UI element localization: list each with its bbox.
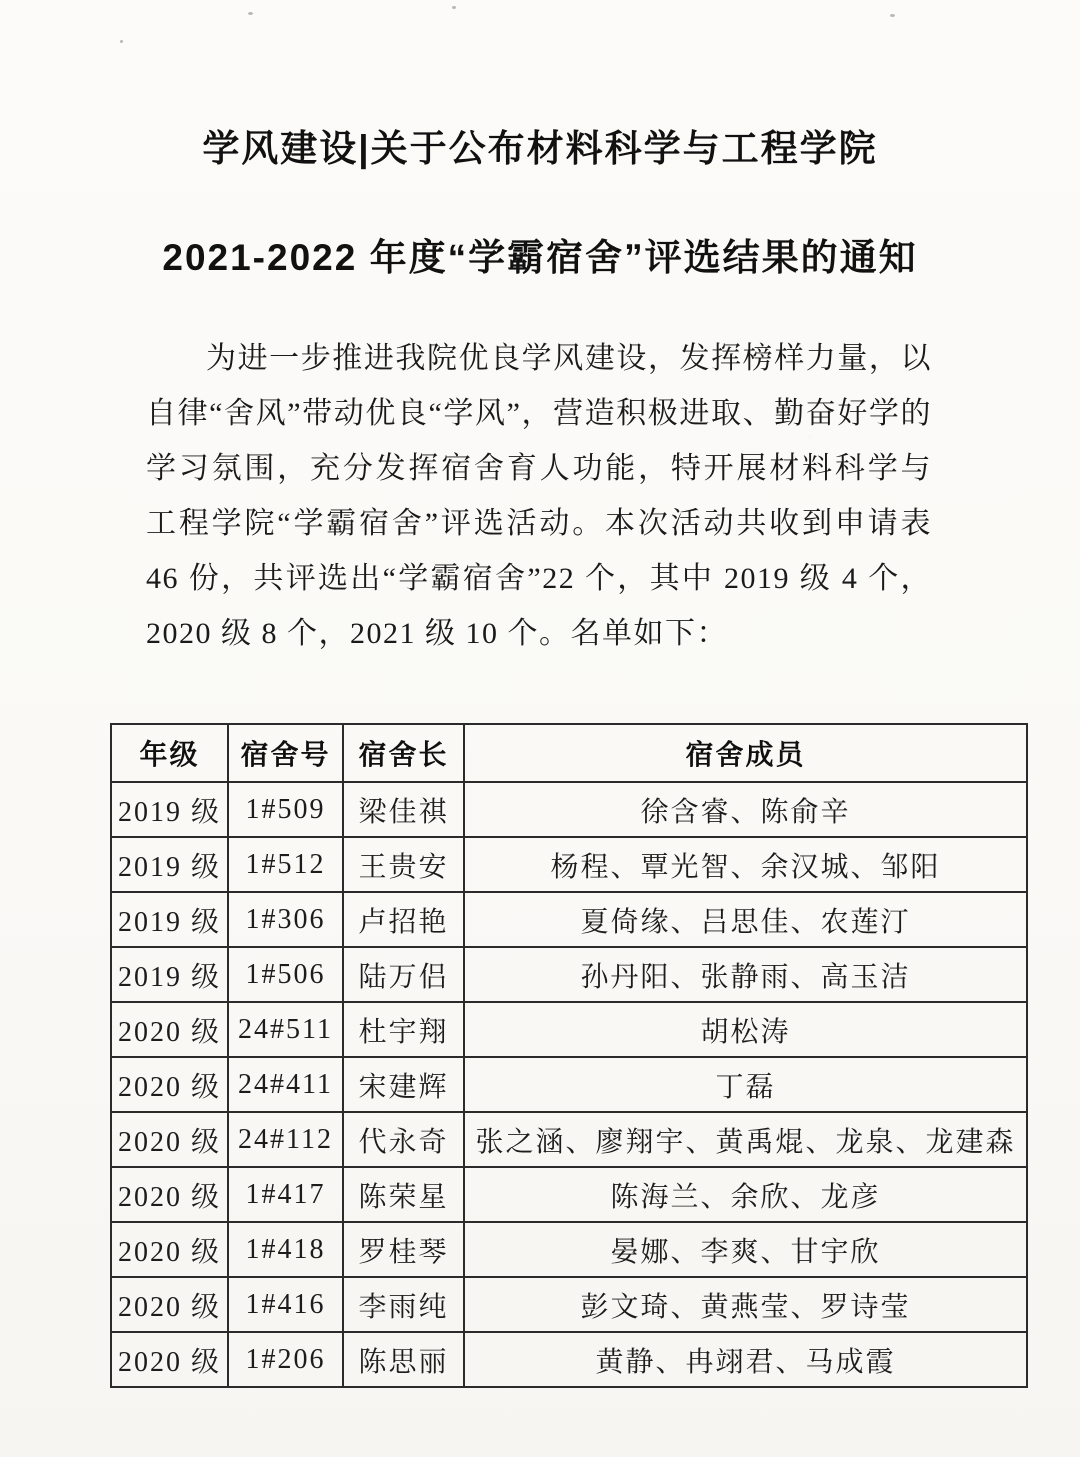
room-cell: 24#511 — [228, 1002, 343, 1057]
table-row — [111, 1167, 1027, 1222]
leader-cell: 陈荣星 — [343, 1167, 464, 1222]
grade-cell: 2020 级 — [111, 1222, 228, 1277]
leader-cell: 李雨纯 — [343, 1277, 464, 1332]
grade-cell: 2020 级 — [111, 1057, 228, 1112]
table-row — [111, 1222, 1027, 1277]
members-cell: 胡松涛 — [464, 1002, 1027, 1057]
scan-speck — [452, 6, 456, 9]
column-header-members: 宿舍成员 — [464, 724, 1027, 782]
grade-cell: 2020 级 — [111, 1002, 228, 1057]
members-cell: 孙丹阳、张静雨、高玉洁 — [464, 947, 1027, 1002]
table-row — [111, 1332, 1027, 1387]
table-row — [111, 1112, 1027, 1167]
members-cell: 黄静、冉翊君、马成霞 — [464, 1332, 1027, 1387]
document-title-line2: 2021-2022 年度“学霸宿舍”评选结果的通知 — [162, 237, 918, 278]
members-cell: 丁磊 — [464, 1057, 1027, 1112]
members-cell: 彭文琦、黄燕莹、罗诗莹 — [464, 1277, 1027, 1332]
room-cell: 24#411 — [228, 1057, 343, 1112]
members-cell: 徐含睿、陈俞辛 — [464, 782, 1027, 837]
members-cell: 张之涵、廖翔宇、黄禹焜、龙泉、龙建森 — [464, 1112, 1027, 1167]
grade-cell: 2020 级 — [111, 1167, 228, 1222]
room-cell: 1#416 — [228, 1277, 343, 1332]
room-cell: 1#512 — [228, 837, 343, 892]
room-cell: 24#112 — [228, 1112, 343, 1167]
grade-cell: 2019 级 — [111, 947, 228, 1002]
notice-body-paragraph: 为进一步推进我院优良学风建设，发挥榜样力量，以自律“舍风”带动优良“学风”，营造积极进取、勤奋好学的学习氛围，充分发挥宿舍育人功能，特开展材料科学与工程学院“学霸宿舍”评选活动。本次活动共收到申请表 46 份，共评选出“学霸宿舍”22 个，其中 2019 级 4 个，2020 级 8 个，2021 级 10 个。名单如下： — [146, 342, 932, 650]
table-row — [111, 837, 1027, 892]
table-row — [111, 1002, 1027, 1057]
leader-cell: 梁佳祺 — [343, 782, 464, 837]
grade-cell: 2020 级 — [111, 1112, 228, 1167]
room-cell: 1#506 — [228, 947, 343, 1002]
grade-cell: 2020 级 — [111, 1277, 228, 1332]
leader-cell: 陈思丽 — [343, 1332, 464, 1387]
leader-cell: 罗桂琴 — [343, 1222, 464, 1277]
table-header — [111, 724, 1027, 782]
column-header-room: 宿舍号 — [228, 724, 343, 782]
table-body — [111, 782, 1027, 1387]
members-cell: 晏娜、李爽、甘宇欣 — [464, 1222, 1027, 1277]
leader-cell: 陆万侣 — [343, 947, 464, 1002]
members-cell: 夏倚缘、吕思佳、农莲汀 — [464, 892, 1027, 947]
table-row — [111, 1277, 1027, 1332]
members-cell: 陈海兰、余欣、龙彦 — [464, 1167, 1027, 1222]
leader-cell: 卢招艳 — [343, 892, 464, 947]
leader-cell: 杜宇翔 — [343, 1002, 464, 1057]
room-cell: 1#206 — [228, 1332, 343, 1387]
dorm-selection-table — [110, 723, 1028, 1388]
grade-cell: 2020 级 — [111, 1332, 228, 1387]
room-cell: 1#306 — [228, 892, 343, 947]
scan-speck — [120, 40, 123, 43]
table-header-row — [111, 724, 1027, 782]
members-cell: 杨程、覃光智、余汉城、邹阳 — [464, 837, 1027, 892]
scan-speck — [248, 12, 253, 15]
table-row — [111, 947, 1027, 1002]
leader-cell: 宋建辉 — [343, 1057, 464, 1112]
room-cell: 1#417 — [228, 1167, 343, 1222]
leader-cell: 王贵安 — [343, 837, 464, 892]
column-header-leader: 宿舍长 — [343, 724, 464, 782]
grade-cell: 2019 级 — [111, 892, 228, 947]
table-row — [111, 782, 1027, 837]
grade-cell: 2019 级 — [111, 837, 228, 892]
grade-cell: 2019 级 — [111, 782, 228, 837]
table-row — [111, 892, 1027, 947]
scan-speck — [890, 14, 895, 17]
room-cell: 1#509 — [228, 782, 343, 837]
leader-cell: 代永奇 — [343, 1112, 464, 1167]
table-row — [111, 1057, 1027, 1112]
document-title-line1: 学风建设|关于公布材料科学与工程学院 — [202, 128, 878, 169]
column-header-grade: 年级 — [111, 724, 228, 782]
room-cell: 1#418 — [228, 1222, 343, 1277]
